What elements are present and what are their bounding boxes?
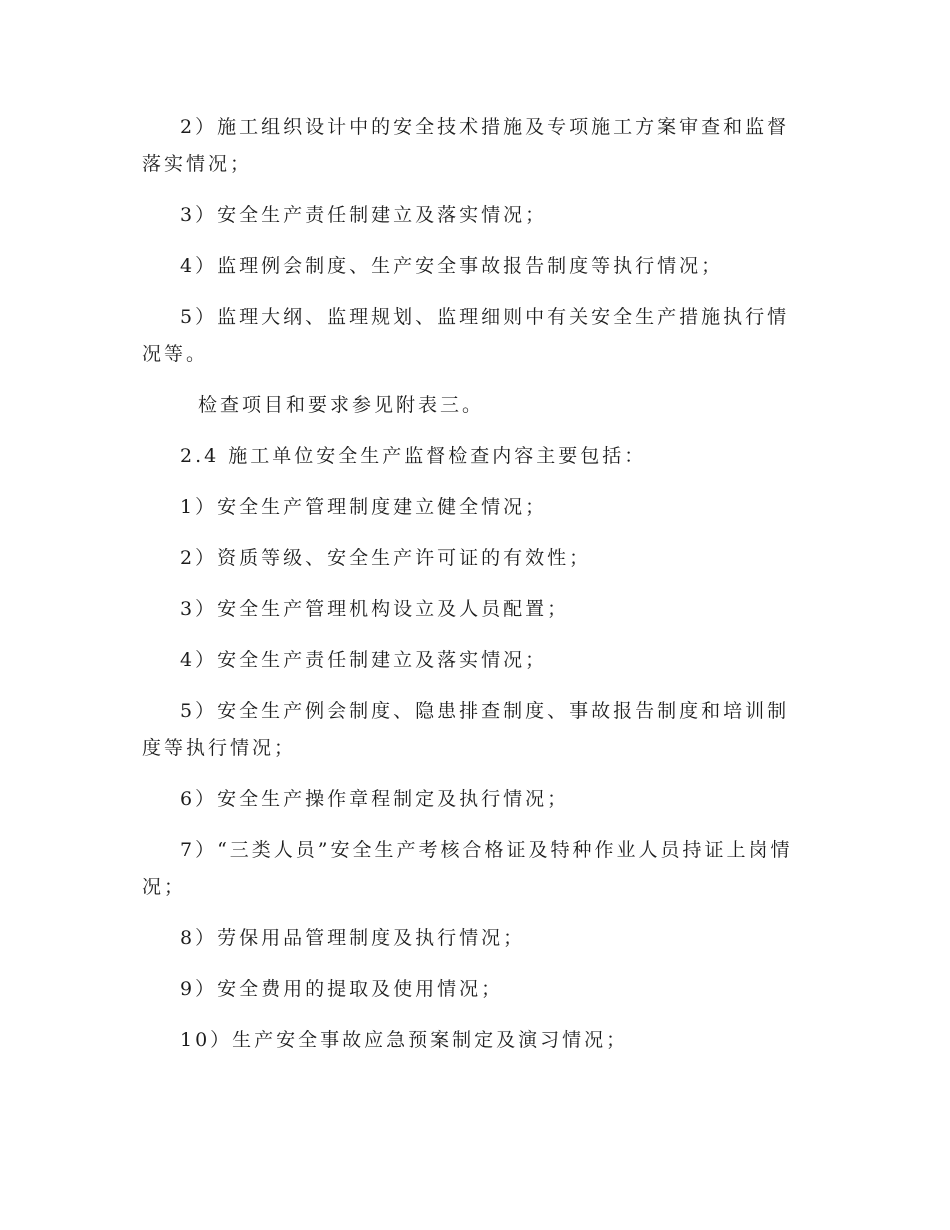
paragraph-contractor-item-10: 10）生产安全事故应急预案制定及演习情况； <box>180 1029 629 1051</box>
section-heading-2-4: 2.4 施工单位安全生产监督检查内容主要包括： <box>180 445 647 467</box>
paragraph-contractor-item-4: 4）安全生产责任制建立及落实情况； <box>180 649 548 671</box>
paragraph-supervision-item-2: 2）施工组织设计中的安全技术措施及专项施工方案审查和监督落实情况； <box>142 116 790 175</box>
paragraph-contractor-item-5: 5）安全生产例会制度、隐患排查制度、事故报告制度和培训制度等执行情况； <box>142 700 790 759</box>
paragraph-appendix-reference: 检查项目和要求参见附表三。 <box>198 394 485 416</box>
paragraph-contractor-item-1: 1）安全生产管理制度建立健全情况； <box>180 496 548 518</box>
paragraph-contractor-item-7: 7）“三类人员”安全生产考核合格证及特种作业人员持证上岗情况； <box>142 839 793 898</box>
paragraph-supervision-item-3: 3）安全生产责任制建立及落实情况； <box>180 204 548 226</box>
document-body <box>142 109 808 1073</box>
paragraph-contractor-item-8: 8）劳保用品管理制度及执行情况； <box>180 927 526 949</box>
paragraph-contractor-item-6: 6）安全生产操作章程制定及执行情况； <box>180 788 570 810</box>
paragraph-contractor-item-9: 9）安全费用的提取及使用情况； <box>180 978 504 1000</box>
paragraph-contractor-item-3: 3）安全生产管理机构设立及人员配置； <box>180 598 570 620</box>
paragraph-supervision-item-5: 5）监理大纲、监理规划、监理细则中有关安全生产措施执行情况等。 <box>142 306 790 365</box>
paragraph-contractor-item-2: 2）资质等级、安全生产许可证的有效性； <box>180 547 592 569</box>
paragraph-supervision-item-4: 4）监理例会制度、生产安全事故报告制度等执行情况； <box>180 255 724 277</box>
